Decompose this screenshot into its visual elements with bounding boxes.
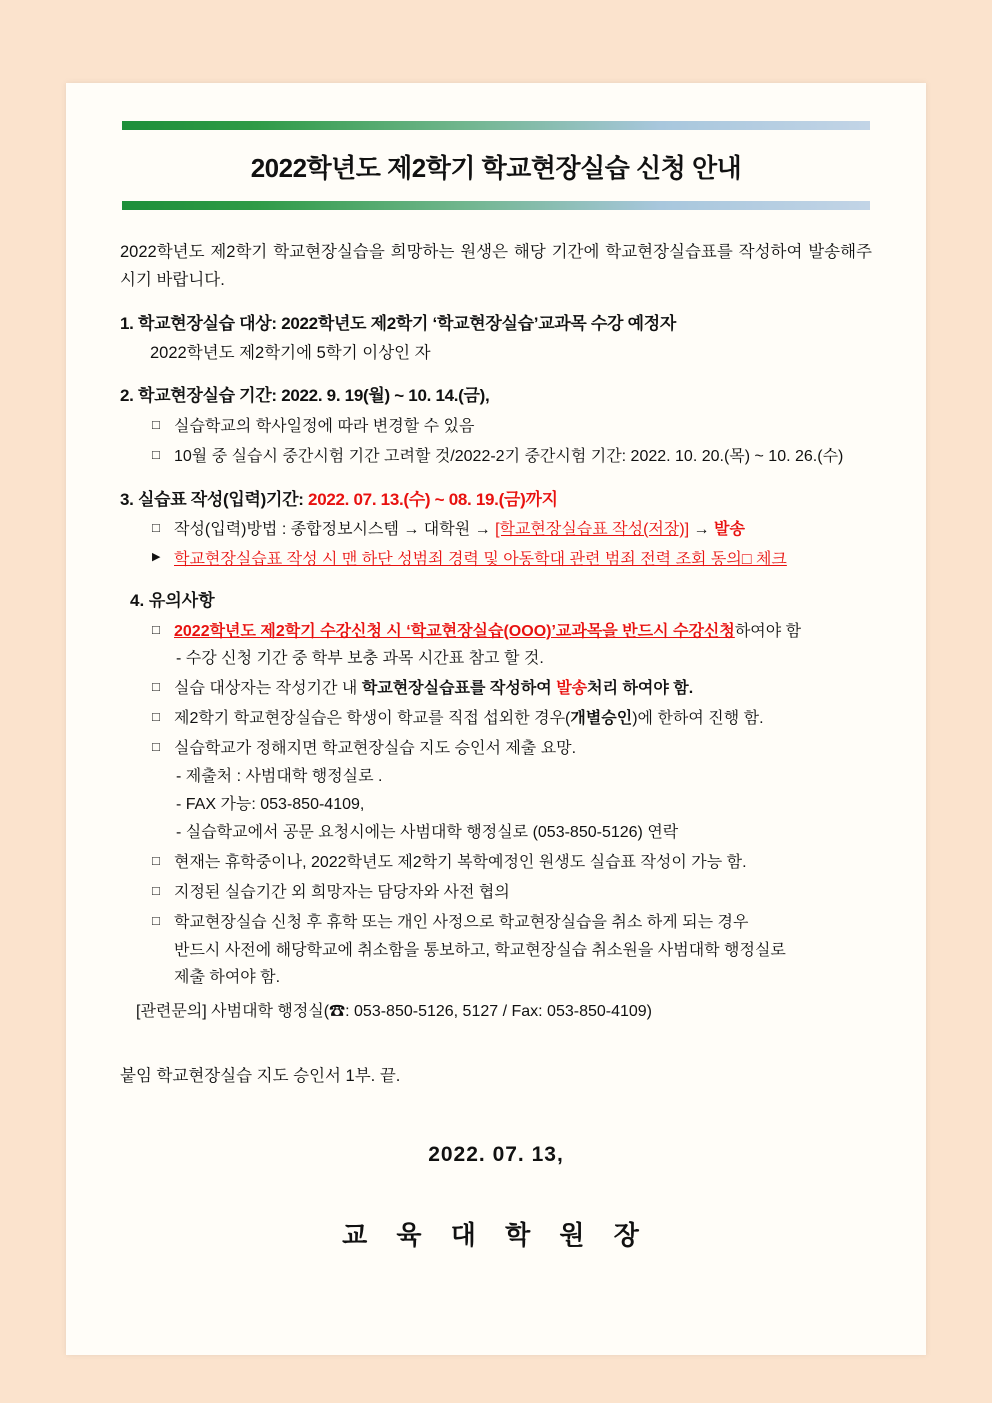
section-2: [120, 382, 872, 469]
list-item: □ 실습학교의 학사일정에 따라 변경할 수 있음: [152, 414, 872, 440]
list-item-method: [152, 517, 872, 543]
header-rule-top: [122, 121, 870, 130]
list-item-leave-of-absence: □ 현재는 휴학중이나, 2022학년도 제2학기 복학예정인 원생도 실습표 작성이 가능 함.: [152, 850, 872, 876]
section-4-heading: [130, 587, 872, 615]
signer-title: 교 육 대 학 원 장: [342, 1219, 650, 1250]
document-inner: [66, 121, 926, 1393]
course-registration-tail: 하여야 함: [734, 622, 802, 640]
list-item-approval-form: □ 실습학교가 정해지면 학교현장실습 지도 승인서 제출 요망.: [152, 736, 872, 762]
send-pre: 실습 대상자는 작성기간 내: [174, 680, 362, 698]
list-item: □ 10월 중 실습시 중간시험 기간 고려할 것/2022-2기 중간시험 기간: 2022. 10. 20.(목) ~ 10. 26.(수): [152, 444, 872, 470]
section-2-heading: [120, 382, 872, 410]
section-4-number: 4.: [130, 591, 145, 611]
document-page: [66, 83, 926, 1355]
section-1-subline: 2022학년도 제2학기에 5학기 이상인 자: [150, 343, 431, 362]
section-4-title: 유의사항: [148, 591, 215, 611]
section-1-title: 학교현장실습 대상: 2022학년도 제2학기 ‘학교현장실습’교과목 수강 예정자: [138, 314, 676, 334]
header-rule-bottom: [122, 201, 870, 210]
section-3: [120, 486, 872, 573]
cancel-continuation-2: 제출 하여야 함.: [174, 969, 281, 987]
list-item-cancel: □ 학교현장실습 신청 후 휴학 또는 개인 사정으로 학교현장실습을 취소 하게 되는 경우: [152, 910, 872, 936]
attachment-line: 붙임 학교현장실습 지도 승인서 1부. 끝.: [120, 1067, 401, 1086]
official-doc-contact: - 실습학교에서 공문 요청시에는 사범대학 행정실로 (053-850-5126) 연락: [176, 823, 679, 841]
cancel-continuation-1: 반드시 사전에 해당학교에 취소함을 통보하고, 학교현장실습 취소원을 사범대학 행정실로: [174, 941, 786, 959]
issue-date: 2022. 07. 13,: [428, 1142, 564, 1166]
approval-post: )에 한하여 진행 함.: [632, 710, 764, 728]
contact-line: [관련문의] 사범대학 행정실(☎: 053-850-5126, 5127 / Fax: 053-850-4109): [136, 1003, 653, 1021]
section-3-heading: [120, 486, 872, 514]
intro-paragraph: 2022학년도 제2학기 학교현장실습을 희망하는 원생은 해당 기간에 학교현장실습표를 작성하여 발송해주시기 바랍니다.: [120, 243, 872, 290]
section-1: [120, 310, 872, 366]
section-2-number: 2.: [120, 386, 134, 406]
section-3-title: 실습표 작성(입력)기간:: [138, 489, 309, 509]
consent-text: 학교현장실습표 작성 시 맨 하단 성범죄 경력 및 아동학대 관련 범죄 전력 조회 동의□ 체크: [174, 551, 787, 569]
list-item-individual-approval: [152, 706, 872, 732]
send-bold: 학교현장실습표를 작성하여: [361, 680, 557, 698]
list-item-other-period: □ 지정된 실습기간 외 희망자는 담당자와 사전 협의: [152, 880, 872, 906]
submit-location: - 제출처 : 사범대학 행정실로 .: [176, 768, 383, 786]
send-red: 발송: [556, 680, 588, 698]
page-title: 2022학년도 제2학기 학교현장실습 신청 안내: [250, 153, 742, 183]
method-arrow: →: [689, 521, 714, 539]
section-2-title: 학교현장실습 기간: 2022. 9. 19(월) ~ 10. 14.(금),: [138, 386, 490, 406]
list-item-course-registration: [152, 619, 872, 645]
method-link[interactable]: [학교현장실습표 작성(저장)]: [495, 521, 690, 539]
section-1-number: 1.: [120, 314, 134, 334]
method-label: 작성(입력)방법 : 종합정보시스템 → 대학원 →: [174, 521, 496, 539]
fax-number: - FAX 가능: 053-850-4109,: [176, 796, 365, 813]
list-item-send: [152, 676, 872, 702]
section-3-number: 3.: [120, 489, 134, 509]
section-3-period: 2022. 07. 13.(수) ~ 08. 19.(금)까지: [308, 489, 558, 509]
course-registration-red: 2022학년도 제2학기 수강신청 시 ‘학교현장실습(OOO)’교과목을 반드시 수강신청: [174, 622, 735, 640]
document-body: [94, 238, 898, 1256]
send-bold2: 처리 하여야 함.: [587, 680, 694, 698]
section-1-heading: [120, 310, 872, 338]
approval-pre: 제2학기 학교현장실습은 학생이 학교를 직접 섭외한 경우(: [174, 710, 571, 728]
approval-bold: 개별승인: [570, 710, 633, 728]
list-item-consent: [152, 547, 872, 573]
note-dash-schedule: - 수강 신청 기간 중 학부 보충 과목 시간표 참고 할 것.: [176, 650, 544, 668]
method-send: 발송: [713, 521, 745, 539]
